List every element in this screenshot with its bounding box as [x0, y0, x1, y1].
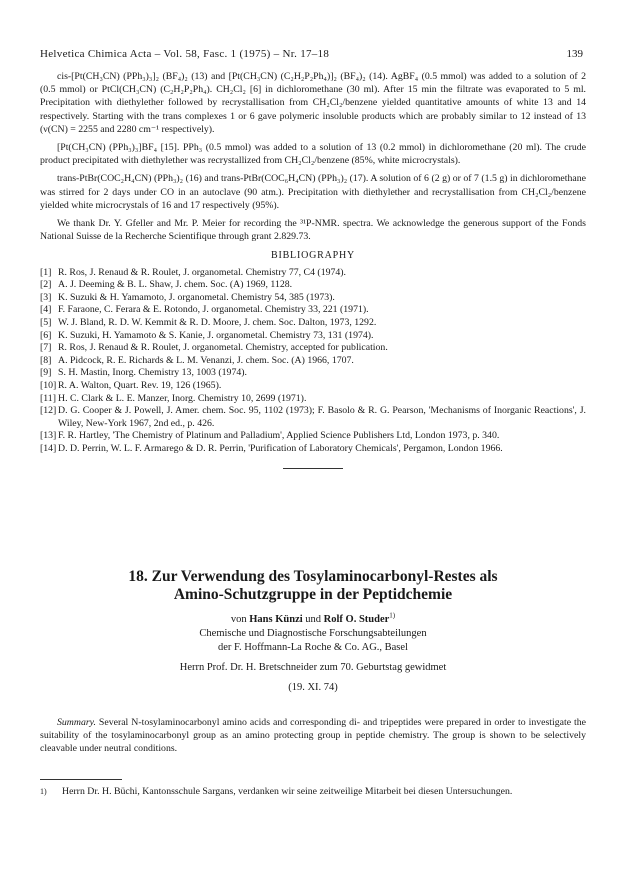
reference-item: [40, 367, 586, 380]
author-name: Hans Künzi: [249, 614, 303, 625]
reference-item: [40, 443, 586, 456]
reference-text: F. R. Hartley, 'The Chemistry of Platinum and Palladium', Applied Science Publishers Ltd, London 1973, p. 340.: [58, 430, 500, 442]
footnote: [40, 785, 586, 798]
reference-text: S. H. Mastin, Inorg. Chemistry 13, 1003 (1974).: [58, 367, 247, 379]
reference-item: [40, 405, 586, 430]
reference-text: R. Ros, J. Renaud & R. Roulet, J. organometal. Chemistry, accepted for publication.: [58, 342, 388, 354]
article-metadata: [40, 613, 586, 695]
section-divider: [283, 468, 343, 469]
page-number: 139: [566, 48, 583, 60]
author-name: Rolf O. Studer: [323, 614, 390, 625]
reference-item: [40, 393, 586, 406]
footnote-mark: 1): [40, 787, 47, 796]
byline-von: von: [230, 614, 247, 625]
reference-text: R. Ros, J. Renaud & R. Roulet, J. organometal. Chemistry 77, C4 (1974).: [58, 266, 346, 278]
reference-text: K. Suzuki & H. Yamamoto, J. organometal. Chemistry 54, 385 (1973).: [58, 291, 335, 303]
dedication: Herrn Prof. Dr. H. Bretschneider zum 70. Geburtstag gewidmet: [179, 662, 447, 673]
reference-number: [6]: [40, 329, 52, 341]
title-line: Amino-Schutzgruppe in der Peptidchemie: [173, 586, 453, 603]
reference-item: [40, 317, 586, 330]
footnote-rule: [40, 779, 122, 780]
reference-text: D. G. Cooper & J. Powell, J. Amer. chem. Soc. 95, 1102 (1973); F. Basolo & R. G. Pearson, 'Mechanisms of Inorganic Reactions', J. Wiley, New-York 1967, 2nd ed., p. 426.: [58, 405, 586, 429]
reference-item: [40, 267, 586, 280]
reference-item: [40, 342, 586, 355]
reference-text: R. A. Walton, Quart. Rev. 19, 126 (1965).: [58, 379, 222, 391]
received-date: (19. XI. 74): [288, 682, 338, 693]
summary-paragraph: [40, 716, 586, 756]
acknowledgement: We thank Dr. Y. Gfeller and Mr. P. Meier for recording the ³¹P-NMR. spectra. We acknowledge the generous support of the Fonds National Suisse de la Recherche Scientifique through grant 2.829.73.: [40, 218, 586, 243]
journal-header: Helvetica Chimica Acta – Vol. 58, Fasc. 1 (1975) – Nr. 17–18: [40, 48, 330, 60]
summary-text: Several N-tosylaminocarbonyl amino acids and corresponding di- and tripeptides were prepared in order to investigate the suitability of the tosylaminocarbonyl group as an amino protecting group in peptide chemistry. The group is shown to be selectively cleavable under neutral conditions.: [40, 717, 586, 755]
footnote-marker: 1): [389, 611, 396, 620]
reference-text: A. J. Deeming & B. L. Shaw, J. chem. Soc. (A) 1969, 1128.: [58, 279, 293, 291]
reference-text: H. C. Clark & L. E. Manzer, Inorg. Chemistry 10, 2699 (1971).: [58, 392, 307, 404]
reference-item: [40, 430, 586, 443]
reference-text: K. Suzuki, H. Yamamoto & S. Kanie, J. organometal. Chemistry 73, 131 (1974).: [58, 329, 374, 341]
reference-number: [11]: [40, 392, 56, 404]
paragraph-compound-16-17: trans-PtBr(COC₂H₄CN) (PPh₃)₂ (16) and trans-PtBr(COC₆H₄CN) (PPh₃)₂ (17). A solution of 6 (2 g) or of 7 (1.5 g) in dichloromethane was stirred for 2 days under CO in an autoclave (90 atm.). Precipitation with diethylether and recrystallisation from CH₂Cl₂/benzene yielded white microcrystals of 16 and 17 respectively (95%).: [40, 173, 586, 211]
running-header: [40, 48, 583, 60]
byline-und: und: [305, 614, 322, 625]
reference-number: [4]: [40, 304, 52, 316]
reference-number: [14]: [40, 442, 57, 454]
reference-list: [40, 267, 586, 456]
reference-number: [9]: [40, 367, 52, 379]
reference-item: [40, 380, 586, 393]
paragraph-compound-13-14: cis-[Pt(CH₃CN) (PPh₃)₃]₂ (BF₄)₂ (13) and [Pt(CH₃CN) (C₂H₂P₂Ph₄)]₂ (BF₄)₂ (14). AgBF₄ (0.5 mmol) was added to a solution of 2 (0.5 mmol) or PtCl(CH₃CN) (C₂H₂P₂Ph₄). CH₂Cl₂ [6] in dichloromethane (30 ml). After 15 min the filtrate was evaporated to 5 ml. Precipitation with diethylether followed by recrystallisation from CH₂Cl₂/benzene yielded quantitative amounts of white 13 and 14 respectively. Starting with the trans complexes 1 or 6 gave polymeric insoluble products which are probably similar to 12 instead of 13 (ν(CN) = 2255 and 2280 cm⁻¹ respectively).: [40, 71, 586, 135]
summary-label: Summary.: [57, 717, 96, 728]
bibliography-heading: BIBLIOGRAPHY: [270, 250, 356, 262]
affiliation: Chemische und Diagnostische Forschungsabteilungen: [199, 628, 427, 639]
reference-number: [12]: [40, 405, 57, 417]
reference-item: [40, 355, 586, 368]
paragraph-compound-15: [Pt(CH₃CN) (PPh₃)₃]BF₄ [15]. PPh₃ (0.5 mmol) was added to a solution of 13 (0.2 mmol) in dichloromethane (20 ml). The crude product precipitated with diethylether was recrystallized from CH₂Cl₂/benzene (85%, white microcrystals).: [40, 142, 586, 167]
article-title: [40, 568, 586, 604]
experimental-text: [40, 70, 586, 469]
byline: [40, 613, 586, 627]
reference-item: [40, 304, 586, 317]
reference-number: [5]: [40, 317, 52, 329]
affiliation: der F. Hoffmann-La Roche & Co. AG., Basel: [218, 642, 408, 653]
reference-text: W. J. Bland, R. D. W. Kemmit & R. D. Moore, J. chem. Soc. Dalton, 1973, 1292.: [58, 317, 377, 329]
reference-item: [40, 292, 586, 305]
summary: [40, 716, 586, 756]
reference-item: [40, 330, 586, 343]
reference-number: [8]: [40, 354, 52, 366]
title-line: 18. Zur Verwendung des Tosylaminocarbonyl-Restes als: [128, 568, 498, 585]
reference-text: F. Faraone, C. Ferara & E. Rotondo, J. organometal. Chemistry 33, 221 (1971).: [58, 304, 369, 316]
reference-item: [40, 279, 586, 292]
footnote-text: Herrn Dr. H. Büchi, Kantonsschule Sargans, verdanken wir seine zeitweilige Mitarbeit bei diesen Untersuchungen.: [62, 786, 513, 797]
reference-number: [10]: [40, 379, 57, 391]
reference-number: [13]: [40, 430, 57, 442]
reference-number: [2]: [40, 279, 52, 291]
reference-text: A. Pidcock, R. E. Richards & L. M. Venanzi, J. chem. Soc. (A) 1966, 1707.: [58, 354, 354, 366]
reference-text: D. D. Perrin, W. L. F. Armarego & D. R. Perrin, 'Purification of Laboratory Chemicals', Pergamon, London 1966.: [58, 442, 503, 454]
reference-number: [1]: [40, 266, 52, 278]
reference-number: [7]: [40, 342, 52, 354]
reference-number: [3]: [40, 291, 52, 303]
